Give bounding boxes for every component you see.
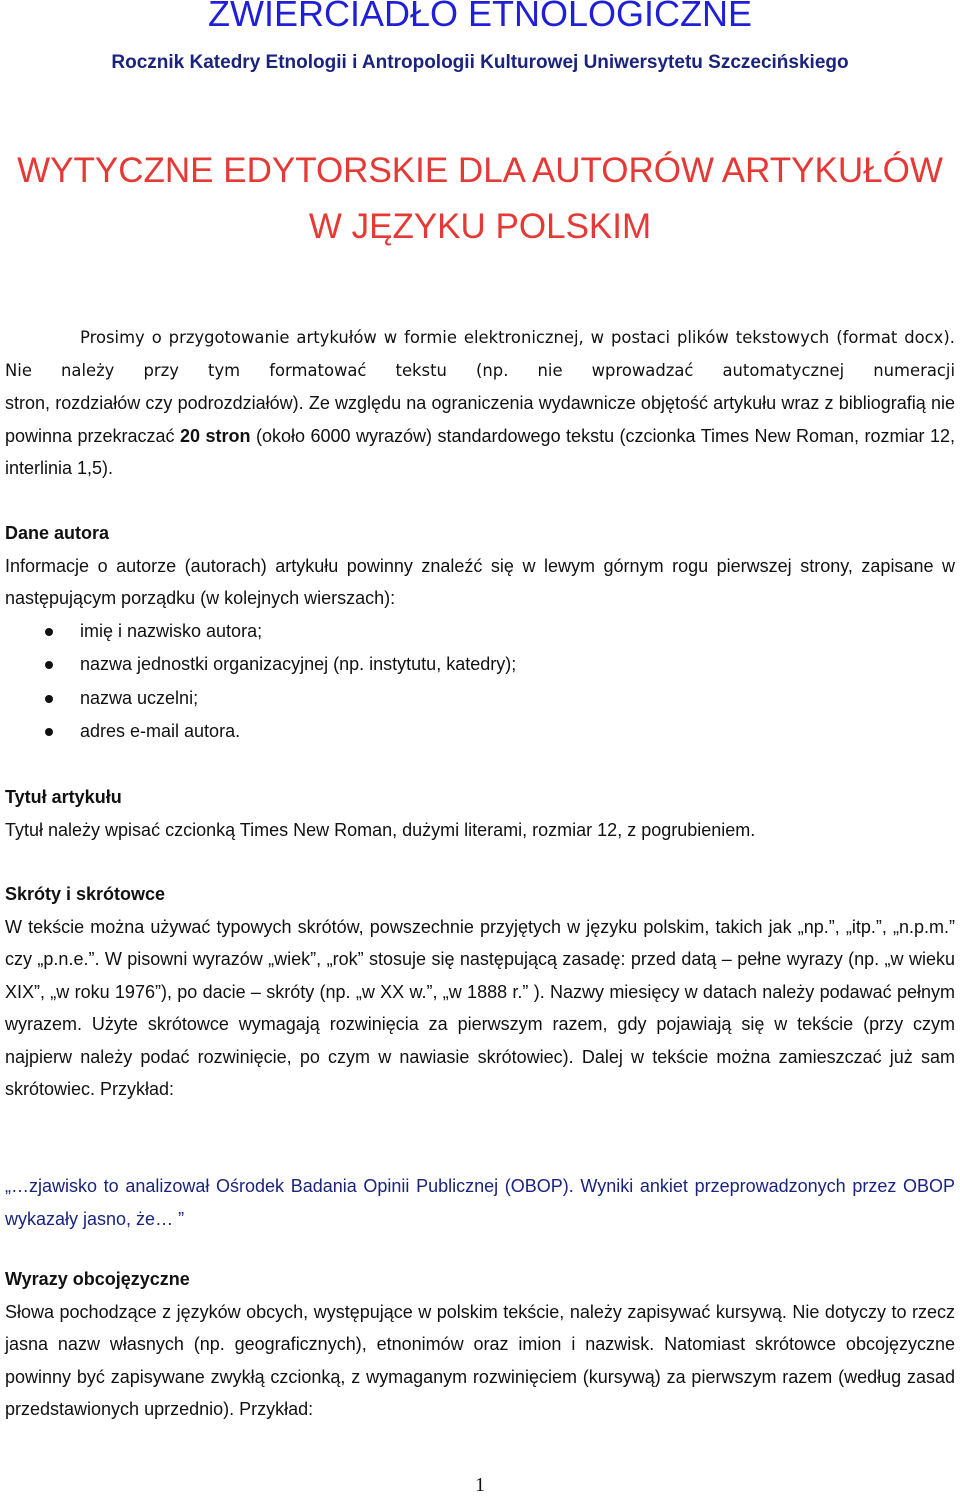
abbreviations-example — [5, 1170, 955, 1235]
author-section-heading: Dane autora — [5, 523, 110, 543]
bullet-icon — [45, 661, 53, 669]
journal-subtitle: Rocznik Katedry Etnologii i Antropologii Kulturowej Uniwersytetu Szczecińskiego — [111, 52, 849, 73]
author-section-text: Informacje o autorze (autorach) artykułu powinny znaleźć się w lewym górnym rogu pierwszej strony, zapisane w następującym porządku (w kolejnych wierszach): — [5, 555, 955, 608]
guidelines-title — [0, 143, 960, 255]
list-item-text: imię i nazwisko autora; — [80, 620, 263, 641]
abbreviations-example-text: „…zjawisko to analizował Ośrodek Badania Opinii Publicznej (OBOP). Wyniki ankiet przeprowadzonych przez OBOP wykazały jasno, że… ” — [5, 1176, 955, 1229]
list-item — [5, 648, 955, 682]
list-item-text: adres e-mail autora. — [80, 721, 241, 741]
intro-paragraph — [5, 322, 955, 485]
abbreviations-section-text: W tekście można używać typowych skrótów, powszechnie przyjętych w języku polskim, takich jak „np.”, „itp.”, „n.p.m.” czy „p.n.e.”. W pisowni wyrazów „wiek”, „rok” stosuje się następującą zasadę: przed datą – pełne wyrazy (np. „w wieku XIX”, „w roku 1976”), po dacie – skróty (np. „w XX w.”, „w 1888 r.” ). Nazwy miesięcy w datach należy podawać pełnym wyrazem. Użyte skrótowce wymagają rozwinięcia za pierwszym razem, gdy pojawiają się w tekście (przy czym najpierw należy podać rozwinięcie, po czym w nawiasie skrótowiec). Dalej w tekście można zamieszczać już sam skrótowiec. Przykład: — [5, 916, 955, 1099]
intro-text-part-2 — [5, 387, 955, 485]
guidelines-title-line-1: WYTYCZNE EDYTORSKIE DLA AUTORÓW ARTYKUŁÓW — [17, 151, 943, 190]
bullet-icon — [45, 628, 53, 636]
journal-title: ZWIERCIADŁO ETNOLOGICZNE — [207, 0, 753, 34]
list-item — [5, 682, 955, 716]
title-section-heading: Tytuł artykułu — [5, 787, 122, 807]
list-item — [5, 715, 955, 749]
title-section-text: Tytuł należy wpisać czcionką Times New Roman, dużymi literami, rozmiar 12, z pogrubieniem. — [5, 819, 756, 840]
intro-text-part-3: (około 6000 wyrazów) standardowego tekstu (czcionka Times New Roman, rozmiar 12, interlinia 1,5). — [5, 425, 955, 478]
page-number: 1 — [475, 1474, 485, 1496]
list-item-text: nazwa uczelni; — [80, 687, 199, 708]
foreign-words-text: Słowa pochodzące z języków obcych, występujące w polskim tekście, należy zapisywać kursywą. Nie dotyczy to rzecz jasna nazw własnych (np. geograficznych), etnonimów oraz imion i nazwisk. Natomiast skrótowce obcojęzyczne powinny być zapisywane zwykłą czcionką, z wymaganym rozwinięciem (kursywą) za pierwszym razem (według zasad przedstawionych uprzednio). Przykład: — [5, 1301, 955, 1419]
intro-page-limit: 20 stron — [180, 425, 251, 446]
author-section — [5, 517, 955, 749]
bullet-icon — [45, 695, 53, 703]
foreign-words-section — [5, 1263, 955, 1426]
list-item-text: nazwa jednostki organizacyjnej (np. instytutu, katedry); — [80, 654, 517, 674]
title-section — [5, 781, 955, 846]
foreign-words-heading: Wyrazy obcojęzyczne — [5, 1269, 190, 1289]
list-item — [5, 615, 955, 649]
guidelines-title-line-2: W JĘZYKU POLSKIM — [308, 207, 652, 246]
intro-text-part-2a: stron, rozdziałów czy podrozdziałów). Ze względu na ograniczenia wydawnicze objętość artykułu wraz z bibliografią nie powinna przekraczać — [5, 393, 955, 446]
abbreviations-section-heading: Skróty i skrótowce — [5, 884, 166, 904]
author-info-list — [5, 615, 955, 749]
abbreviations-section — [5, 878, 955, 1106]
intro-text-part-1: Prosimy o przygotowanie artykułów w formie elektronicznej, w postaci plików tekstowych (format docx). Nie należy przy tym formatować tekstu (np. nie wprowadzać automatycznej numeracji — [5, 328, 955, 380]
bullet-icon — [45, 728, 53, 736]
